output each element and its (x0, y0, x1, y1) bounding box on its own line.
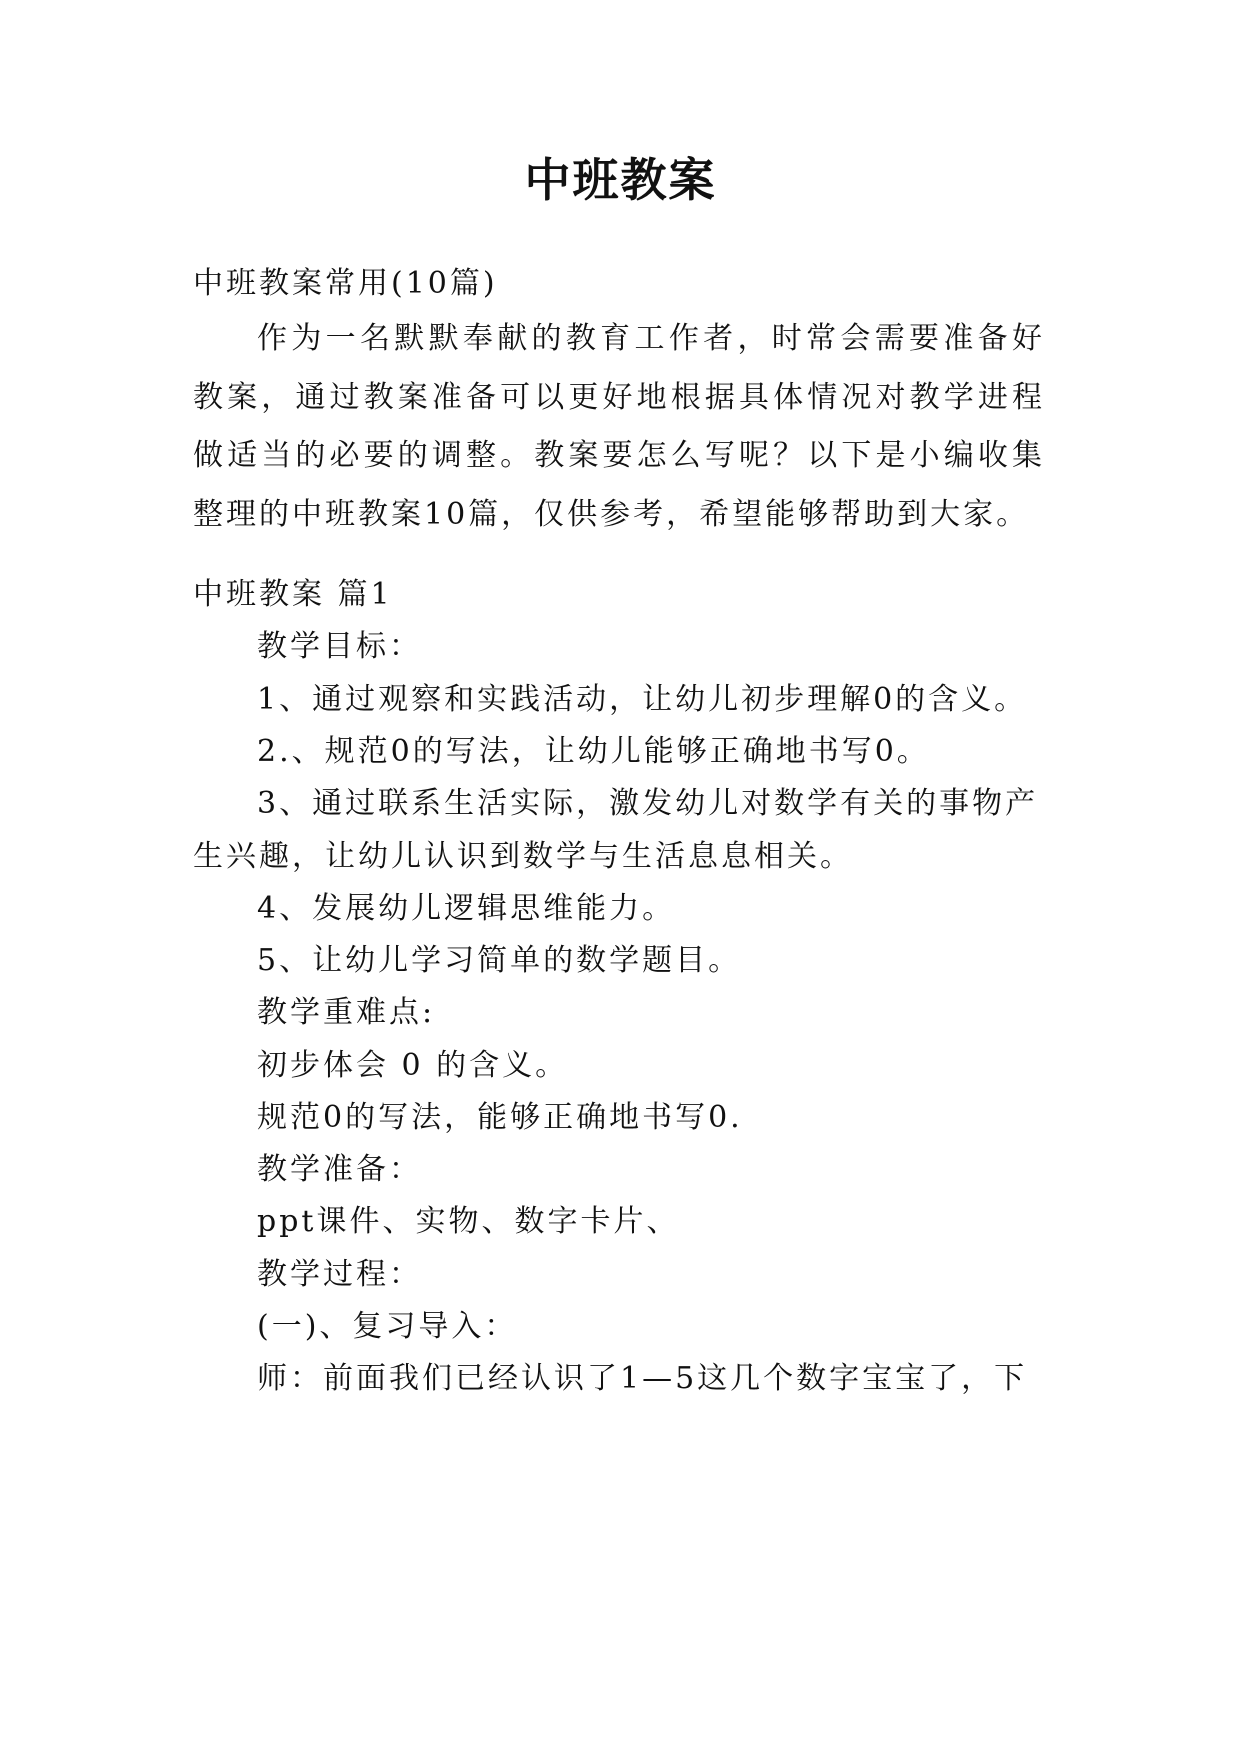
key-difficulties-label: 教学重难点: (257, 995, 436, 1030)
goal-item-3-continued: 生兴趣，让幼儿认识到数学与生活息息相关。 (193, 839, 853, 874)
goal-item-5: 5、让幼儿学习简单的数学题目。 (257, 943, 742, 978)
section-heading: 中班教案 篇1 (193, 577, 393, 612)
goal-item-1: 1、通过观察和实践活动，让幼儿初步理解0的含义。 (257, 682, 1028, 717)
document-title: 中班教案 (524, 153, 717, 207)
difficulty-item-1: 初步体会 0 的含义。 (257, 1048, 569, 1083)
preparation-item: ppt课件、实物、数字卡片、 (257, 1204, 680, 1239)
teaching-goals-label: 教学目标： (257, 629, 422, 664)
goal-item-4: 4、发展幼儿逻辑思维能力。 (257, 891, 676, 926)
goal-item-2: 2.、规范0的写法，让幼儿能够正确地书写0。 (257, 734, 930, 769)
preparation-label: 教学准备： (257, 1152, 422, 1187)
intro-paragraph: 作为一名默默奉献的教育工作者，时常会需要准备好教案，通过教案准备可以更好地根据具体情况对教学进程做适当的必要的调整。教案要怎么写呢？以下是小编收集整理的中班教案10篇，仅供参考，希望能够帮助到大家。 (193, 321, 1045, 532)
process-step-1: (一)、复习导入： (257, 1309, 518, 1344)
difficulty-item-2: 规范0的写法，能够正确地书写0. (257, 1100, 743, 1135)
goal-item-3: 3、通过联系生活实际，激发幼儿对数学有关的事物产 (257, 786, 1039, 821)
document-subtitle: 中班教案常用(10篇) (193, 266, 498, 301)
teacher-dialogue-line: 师：前面我们已经认识了1—5这几个数字宝宝了，下 (257, 1361, 1028, 1396)
process-label: 教学过程： (257, 1257, 422, 1292)
